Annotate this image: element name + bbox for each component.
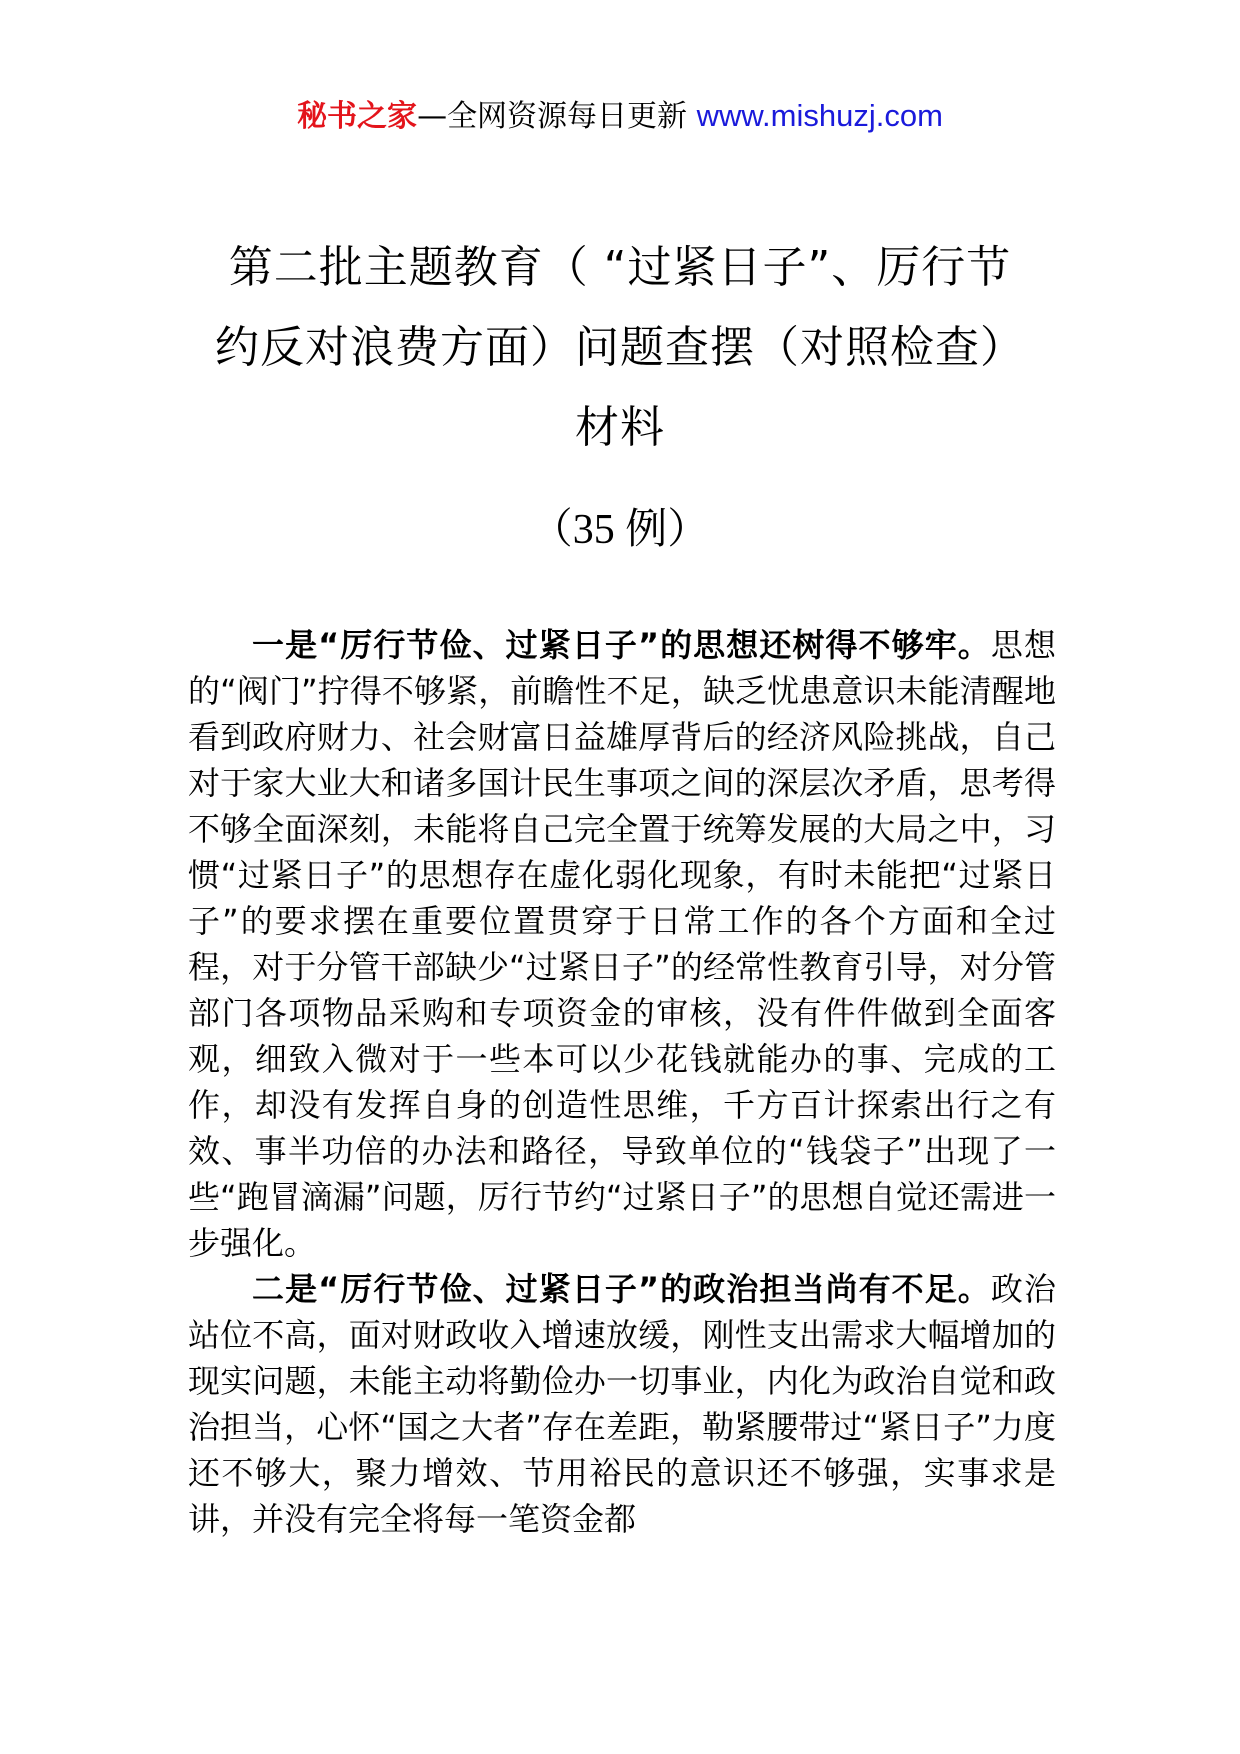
paragraph-text: 思想的“阀门”拧得不够紧，前瞻性不足，缺乏忧患意识未能清醒地看到政府财力、社会财富日益雄厚背后的经济风险挑战，自己对于家大业大和诸多国计民生事项之间的深层次矛盾，思考得不够全面深刻，未能将自己完全置于统筹发展的大局之中，习惯“过紧日子”的思想存在虚化弱化现象，有时未能把“过紧日子”的要求摆在重要位置贯穿于日常工作的各个方面和全过程，对于分管干部缺少“过紧日子”的经常性教育引导，对分管部门各项物品采购和专项资金的审核，没有件件做到全面客观，细致入微对于一些本可以少花钱就能办的事、完成的工作，却没有发挥自身的创造性思维，千方百计探索出行之有效、事半功倍的办法和路径，导致单位的“钱袋子”出现了一些“跑冒滴漏”问题，厉行节约“过紧日子”的思想自觉还需进一步强化。 [188, 626, 1056, 1262]
document-subtitle: （35 例） [530, 507, 710, 553]
document-body [188, 622, 1056, 1542]
title-line: 第二批主题教育（ “过紧日子”、厉行节 [228, 242, 1012, 293]
document-title [170, 228, 1070, 468]
body-paragraph [188, 1266, 1056, 1542]
paragraph-lead: 二是“厉行节俭、过紧日子”的政治担当尚有不足。 [252, 1270, 991, 1308]
body-paragraph [188, 622, 1056, 1266]
title-line: 约反对浪费方面）问题查摆（对照检查） [215, 322, 1025, 373]
paragraph-lead: 一是“厉行节俭、过紧日子”的思想还树得不够牢。 [252, 626, 991, 664]
header-slogan: —全网资源每日更新 [417, 99, 697, 134]
brand-name: 秘书之家 [297, 99, 418, 134]
title-line: 材料 [575, 402, 665, 453]
site-header [0, 98, 1240, 135]
site-url-link[interactable]: www.mishuzj.com [696, 98, 943, 133]
paragraph-text: 政治站位不高，面对财政收入增速放缓，刚性支出需求大幅增加的现实问题，未能主动将勤俭办一切事业，内化为政治自觉和政治担当，心怀“国之大者”存在差距，勒紧腰带过“紧日子”力度还不够大，聚力增效、节用裕民的意识还不够强，实事求是讲，并没有完全将每一笔资金都 [188, 1270, 1056, 1538]
